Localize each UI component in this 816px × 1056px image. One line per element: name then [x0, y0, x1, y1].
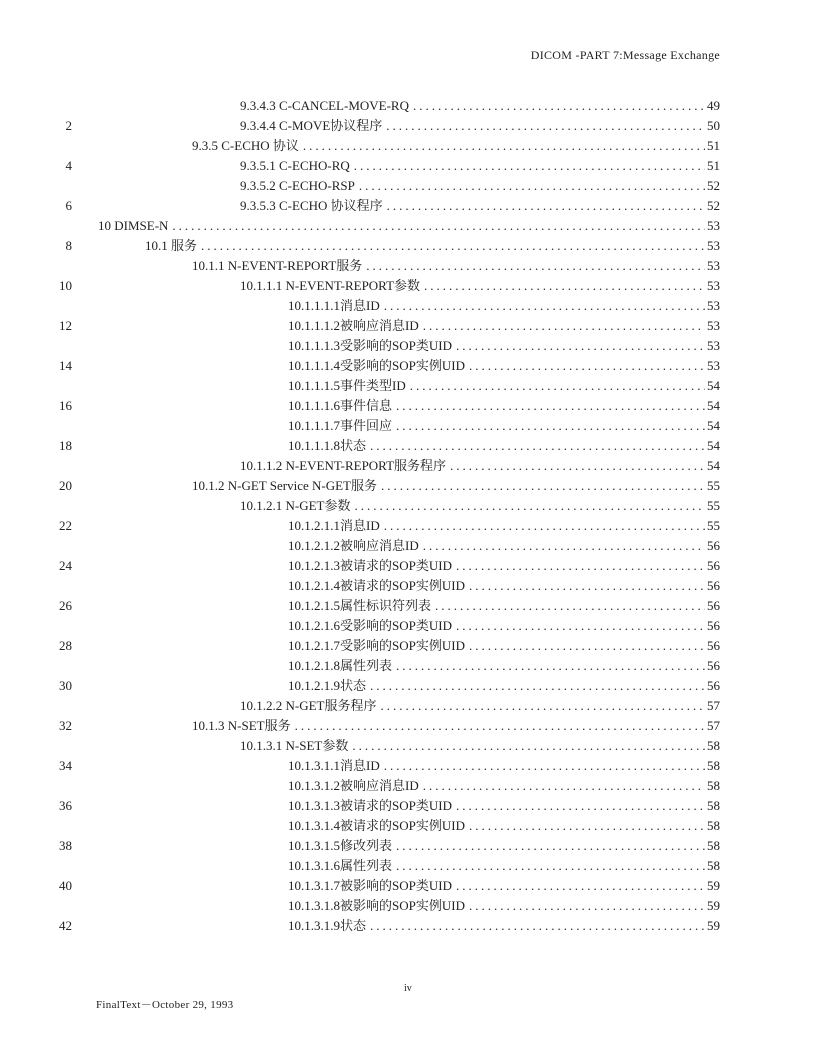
toc-entry[interactable]: [288, 676, 720, 696]
toc-row: [0, 516, 816, 536]
dot-leader: [435, 596, 705, 616]
toc-entry-title: 10.1.1.1.6事件信息: [288, 398, 393, 413]
toc-entry-title: 10.1.2.1.7受影响的SOP实例UID: [288, 638, 465, 653]
toc-entry-page: 53: [707, 218, 720, 233]
toc-entry-title: 10.1.3.1.2被响应消息ID: [288, 778, 419, 793]
toc-row: [0, 876, 816, 896]
dot-leader: [172, 216, 705, 236]
toc-entry-title: 10.1.3.1.1消息ID: [288, 758, 380, 773]
toc-entry[interactable]: [192, 716, 720, 736]
toc-entry-page: 59: [707, 918, 720, 933]
toc-entry-title: 10.1.3.1.8被影响的SOP实例UID: [288, 898, 465, 913]
toc-entry[interactable]: [240, 456, 720, 476]
toc-entry-title: 10.1.3.1.7被影响的SOP类UID: [288, 878, 452, 893]
toc-entry-page: 52: [707, 198, 720, 213]
dot-leader: [396, 416, 705, 436]
line-number: 22: [59, 518, 72, 533]
toc-entry-page: 54: [707, 398, 720, 413]
toc-entry-title: 9.3.5.2 C-ECHO-RSP: [240, 178, 355, 193]
toc-entry-page: 56: [707, 678, 720, 693]
toc-entry-page: 54: [707, 458, 720, 473]
toc-entry[interactable]: [288, 756, 720, 776]
dot-leader: [469, 576, 705, 596]
toc-entry-title: 10.1.1.1.5事件类型ID: [288, 378, 406, 393]
toc-row: [0, 456, 816, 476]
toc-entry-page: 54: [707, 378, 720, 393]
toc-entry-title: 10.1.2.1.6受影响的SOP类UID: [288, 618, 452, 633]
dot-leader: [423, 776, 705, 796]
dot-leader: [456, 876, 705, 896]
toc-row: [0, 236, 816, 256]
toc-entry-page: 57: [707, 698, 720, 713]
toc-entry-page: 56: [707, 638, 720, 653]
toc-entry-page: 58: [707, 778, 720, 793]
toc-entry-title: 10.1.3 N-SET服务: [192, 718, 291, 733]
line-number: 4: [65, 158, 72, 173]
dot-leader: [381, 696, 706, 716]
toc-row: [0, 796, 816, 816]
toc-entry-page: 58: [707, 858, 720, 873]
toc-entry-title: 10.1 服务: [145, 238, 198, 253]
toc-entry-page: 58: [707, 818, 720, 833]
toc-row: [0, 116, 816, 136]
toc-entry-page: 58: [707, 838, 720, 853]
toc-entry[interactable]: [288, 536, 720, 556]
toc-entry[interactable]: [288, 896, 720, 916]
dot-leader: [469, 356, 705, 376]
toc-entry-page: 58: [707, 738, 720, 753]
toc-entry-page: 53: [707, 238, 720, 253]
dot-leader: [352, 736, 705, 756]
toc-row: [0, 816, 816, 836]
toc-row: [0, 636, 816, 656]
toc-entry-page: 55: [707, 478, 720, 493]
toc-entry-title: 10.1.2.1 N-GET参数: [240, 498, 351, 513]
line-number: 8: [65, 238, 72, 253]
toc-row: [0, 856, 816, 876]
toc-entry-title: 9.3.5.3 C-ECHO 协议程序: [240, 198, 383, 213]
page-number: iv: [404, 983, 412, 994]
toc-entry-title: 10.1.2.1.8属性列表: [288, 658, 393, 673]
toc-entry[interactable]: [288, 416, 720, 436]
toc-entry[interactable]: [288, 356, 720, 376]
line-number: 28: [59, 638, 72, 653]
toc-entry-page: 56: [707, 558, 720, 573]
toc-row: [0, 496, 816, 516]
toc-entry-title: 10.1.1.1.3受影响的SOP类UID: [288, 338, 452, 353]
dot-leader: [303, 136, 705, 156]
dot-leader: [354, 156, 705, 176]
toc-row: [0, 556, 816, 576]
dot-leader: [469, 636, 705, 656]
toc-entry-page: 59: [707, 898, 720, 913]
toc-entry[interactable]: [192, 476, 720, 496]
toc-entry-title: 10.1.3.1.4被请求的SOP实例UID: [288, 818, 465, 833]
footer: FinalText－October 29, 1993: [96, 999, 234, 1011]
toc-entry-title: 10.1.2.1.1消息ID: [288, 518, 380, 533]
line-number: 16: [59, 398, 72, 413]
toc-row: [0, 536, 816, 556]
toc-entry[interactable]: [288, 636, 720, 656]
toc-entry-title: 10.1.1 N-EVENT-REPORT服务: [192, 258, 363, 273]
line-number: 42: [59, 918, 72, 933]
line-number: 20: [59, 478, 72, 493]
line-number: 6: [65, 198, 72, 213]
dot-leader: [456, 796, 705, 816]
toc-entry-title: 10.1.1.1.2被响应消息ID: [288, 318, 419, 333]
toc-row: [0, 136, 816, 156]
dot-leader: [355, 496, 706, 516]
line-number: 32: [59, 718, 72, 733]
toc-entry[interactable]: [145, 236, 720, 256]
toc-entry-title: 10.1.3.1.6属性列表: [288, 858, 393, 873]
toc-entry[interactable]: [288, 836, 720, 856]
toc-row: [0, 896, 816, 916]
dot-leader: [469, 816, 705, 836]
toc-row: [0, 316, 816, 336]
toc-entry[interactable]: [288, 916, 720, 936]
toc-entry[interactable]: [240, 156, 720, 176]
toc-entry-title: 9.3.4.4 C-MOVE协议程序: [240, 118, 383, 133]
toc-entry[interactable]: [288, 796, 720, 816]
toc-row: [0, 176, 816, 196]
toc-entry[interactable]: [288, 876, 720, 896]
toc-row: [0, 916, 816, 936]
toc-entry-page: 53: [707, 358, 720, 373]
toc-row: [0, 356, 816, 376]
toc-row: [0, 336, 816, 356]
toc-entry-page: 53: [707, 338, 720, 353]
toc-entry-title: 10.1.3.1 N-SET参数: [240, 738, 349, 753]
line-number: 24: [59, 558, 72, 573]
toc-entry-page: 49: [707, 98, 720, 113]
line-number: 36: [59, 798, 72, 813]
dot-leader: [450, 456, 705, 476]
toc-entry-page: 50: [707, 118, 720, 133]
dot-leader: [387, 196, 705, 216]
toc-entry-title: 10.1.2.1.4被请求的SOP实例UID: [288, 578, 465, 593]
toc-row: [0, 716, 816, 736]
dot-leader: [370, 676, 705, 696]
toc-entry-page: 55: [707, 518, 720, 533]
dot-leader: [469, 896, 705, 916]
toc-entry-title: 10.1.1.1.1消息ID: [288, 298, 380, 313]
toc-entry[interactable]: [240, 736, 720, 756]
toc-entry[interactable]: [288, 576, 720, 596]
dot-leader: [413, 96, 705, 116]
toc-row: [0, 656, 816, 676]
toc-entry[interactable]: [288, 856, 720, 876]
toc-entry-page: 53: [707, 298, 720, 313]
toc-entry-page: 58: [707, 758, 720, 773]
toc-entry-title: 9.3.5 C-ECHO 协议: [192, 138, 299, 153]
toc-entry-title: 10 DIMSE-N: [98, 218, 169, 233]
toc-entry-title: 10.1.1.1 N-EVENT-REPORT参数: [240, 278, 421, 293]
toc-entry[interactable]: [240, 96, 720, 116]
toc-entry-title: 10.1.1.1.7事件回应: [288, 418, 393, 433]
toc-entry-page: 53: [707, 278, 720, 293]
toc-entry[interactable]: [288, 656, 720, 676]
toc-row: [0, 96, 816, 116]
toc-entry[interactable]: [288, 296, 720, 316]
line-number: 26: [59, 598, 72, 613]
toc-entry[interactable]: [288, 316, 720, 336]
toc-entry-title: 9.3.5.1 C-ECHO-RQ: [240, 158, 350, 173]
toc-entry-title: 10.1.3.1.9状态: [288, 918, 367, 933]
toc-entry[interactable]: [192, 136, 720, 156]
dot-leader: [456, 556, 705, 576]
toc-entry-page: 56: [707, 598, 720, 613]
dot-leader: [424, 276, 705, 296]
line-number: 10: [59, 278, 72, 293]
line-number: 38: [59, 838, 72, 853]
toc-row: [0, 416, 816, 436]
toc-row: [0, 376, 816, 396]
toc-row: [0, 256, 816, 276]
toc-entry-page: 57: [707, 718, 720, 733]
dot-leader: [456, 616, 705, 636]
toc-entry-page: 53: [707, 258, 720, 273]
dot-leader: [295, 716, 705, 736]
toc-entry-page: 51: [707, 138, 720, 153]
toc-entry[interactable]: [288, 436, 720, 456]
toc-entry[interactable]: [288, 556, 720, 576]
toc-row: [0, 196, 816, 216]
line-number: 12: [59, 318, 72, 333]
toc-entry-title: 10.1.2.1.2被响应消息ID: [288, 538, 419, 553]
toc-row: [0, 676, 816, 696]
toc-row: [0, 756, 816, 776]
toc-row: [0, 276, 816, 296]
toc-entry[interactable]: [288, 396, 720, 416]
toc-entry[interactable]: [240, 196, 720, 216]
toc-entry-title: 10.1.1.2 N-EVENT-REPORT服务程序: [240, 458, 447, 473]
dot-leader: [359, 176, 705, 196]
toc-entry-page: 56: [707, 538, 720, 553]
toc-row: [0, 616, 816, 636]
toc-row: [0, 296, 816, 316]
dot-leader: [384, 296, 705, 316]
table-of-contents: [0, 96, 816, 936]
toc-entry-title: 10.1.1.1.8状态: [288, 438, 367, 453]
dot-leader: [423, 316, 705, 336]
toc-entry-title: 10.1.3.1.5修改列表: [288, 838, 393, 853]
dot-leader: [423, 536, 705, 556]
dot-leader: [384, 516, 705, 536]
dot-leader: [456, 336, 705, 356]
toc-entry[interactable]: [240, 276, 720, 296]
toc-row: [0, 836, 816, 856]
toc-row: [0, 576, 816, 596]
toc-entry-page: 56: [707, 658, 720, 673]
toc-entry[interactable]: [288, 516, 720, 536]
toc-entry[interactable]: [288, 376, 720, 396]
dot-leader: [370, 436, 705, 456]
toc-entry-title: 10.1.2.2 N-GET服务程序: [240, 698, 377, 713]
toc-entry-page: 56: [707, 578, 720, 593]
toc-row: [0, 156, 816, 176]
toc-entry[interactable]: [288, 336, 720, 356]
dot-leader: [396, 836, 705, 856]
toc-entry[interactable]: [240, 696, 720, 716]
dot-leader: [386, 116, 705, 136]
dot-leader: [381, 476, 705, 496]
toc-row: [0, 476, 816, 496]
toc-entry-title: 10.1.1.1.4受影响的SOP实例UID: [288, 358, 465, 373]
toc-entry-title: 10.1.2.1.3被请求的SOP类UID: [288, 558, 452, 573]
line-number: 34: [59, 758, 72, 773]
line-number: 14: [59, 358, 72, 373]
toc-entry-title: 10.1.3.1.3被请求的SOP类UID: [288, 798, 452, 813]
toc-entry-title: 10.1.2 N-GET Service N-GET服务: [192, 478, 377, 493]
dot-leader: [201, 236, 705, 256]
running-header: DICOM -PART 7:Message Exchange: [530, 48, 720, 62]
toc-row: [0, 776, 816, 796]
toc-entry[interactable]: [288, 616, 720, 636]
toc-row: [0, 596, 816, 616]
toc-entry-page: 56: [707, 618, 720, 633]
toc-entry-page: 59: [707, 878, 720, 893]
dot-leader: [384, 756, 705, 776]
toc-row: [0, 216, 816, 236]
dot-leader: [396, 396, 705, 416]
dot-leader: [396, 656, 705, 676]
line-number: 18: [59, 438, 72, 453]
toc-entry[interactable]: [288, 596, 720, 616]
dot-leader: [410, 376, 705, 396]
toc-row: [0, 736, 816, 756]
toc-entry[interactable]: [288, 776, 720, 796]
toc-entry-page: 55: [707, 498, 720, 513]
line-number: 40: [59, 878, 72, 893]
toc-entry-page: 53: [707, 318, 720, 333]
toc-entry-title: 10.1.2.1.5属性标识符列表: [288, 598, 432, 613]
toc-row: [0, 396, 816, 416]
toc-entry[interactable]: [98, 216, 720, 236]
toc-row: [0, 696, 816, 716]
toc-entry[interactable]: [240, 116, 720, 136]
toc-entry[interactable]: [192, 256, 720, 276]
toc-entry-page: 58: [707, 798, 720, 813]
toc-entry-title: 9.3.4.3 C-CANCEL-MOVE-RQ: [240, 98, 409, 113]
toc-entry-page: 54: [707, 418, 720, 433]
line-number: 2: [65, 118, 72, 133]
toc-entry-page: 54: [707, 438, 720, 453]
dot-leader: [370, 916, 705, 936]
line-number: 30: [59, 678, 72, 693]
dot-leader: [396, 856, 705, 876]
dot-leader: [366, 256, 705, 276]
toc-row: [0, 436, 816, 456]
toc-entry[interactable]: [240, 496, 720, 516]
toc-entry-title: 10.1.2.1.9状态: [288, 678, 367, 693]
toc-entry[interactable]: [288, 816, 720, 836]
toc-entry-page: 52: [707, 178, 720, 193]
toc-entry[interactable]: [240, 176, 720, 196]
toc-entry-page: 51: [707, 158, 720, 173]
